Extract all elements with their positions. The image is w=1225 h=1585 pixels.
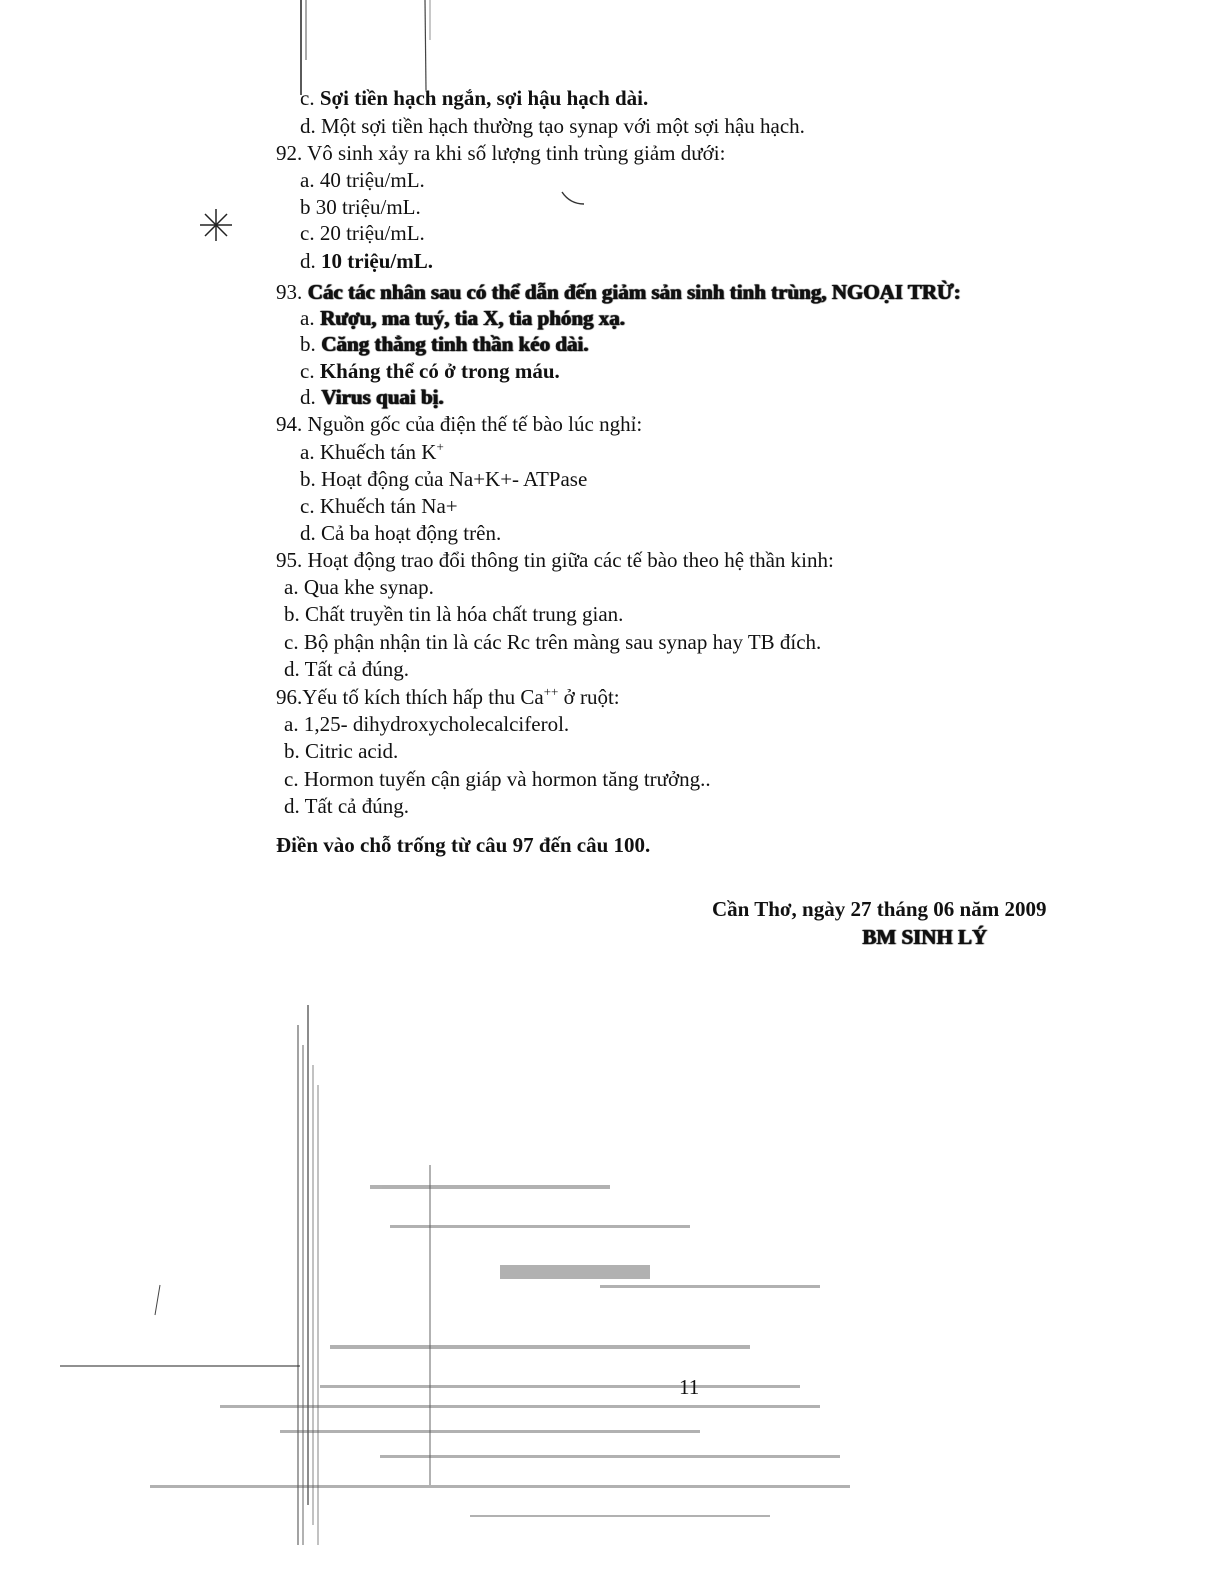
handwritten-star-mark	[196, 205, 236, 245]
option-text: Một sợi tiền hạch thường tạo synap với một sợi hậu hạch.	[321, 114, 805, 138]
option-95-a	[284, 575, 434, 599]
option-letter: d.	[284, 657, 300, 681]
option-letter: c.	[300, 221, 315, 245]
option-95-c	[284, 630, 821, 654]
option-text: 1,25- dihydroxycholecalciferol.	[303, 712, 570, 736]
option-letter: a.	[284, 575, 299, 599]
option-text: Rượu, ma tuý, tia X, tia phóng xạ.	[319, 306, 625, 330]
option-text: Chất truyền tin là hóa chất trung gian.	[305, 602, 624, 626]
option-text: 10 triệu/mL.	[321, 249, 433, 273]
option-91-c	[300, 86, 648, 110]
option-text: Kháng thể có ở trong máu.	[319, 359, 560, 383]
option-text: 20 triệu/mL.	[319, 221, 425, 245]
option-96-b	[284, 739, 398, 763]
option-93-b	[300, 332, 588, 356]
option-letter: c.	[284, 630, 299, 654]
option-letter: b.	[300, 332, 316, 356]
option-text: Qua khe synap.	[303, 575, 434, 599]
question-95	[276, 548, 834, 572]
option-93-c	[300, 359, 560, 383]
question-number: 94.	[276, 412, 303, 436]
option-text: 30 triệu/mL.	[315, 195, 421, 219]
superscript-plus-plus: ++	[543, 684, 559, 699]
option-letter: b.	[284, 739, 300, 763]
option-letter: b.	[284, 602, 300, 626]
option-letter: c.	[300, 494, 315, 518]
option-text: Bộ phận nhận tin là các Rc trên màng sau synap hay TB đích.	[303, 630, 822, 654]
option-letter: d.	[300, 521, 316, 545]
question-stem: Các tác nhân sau có thể dẫn đến giảm sản sinh tinh trùng, NGOẠI TRỪ:	[307, 280, 961, 304]
option-letter: a.	[300, 440, 315, 464]
signature-place-date: Cần Thơ, ngày 27 tháng 06 năm 2009	[712, 897, 1047, 921]
option-letter: a.	[300, 168, 315, 192]
option-96-c	[284, 767, 711, 791]
question-stem: Yếu tố kích thích hấp thu Ca	[302, 685, 544, 709]
page-number: 11	[679, 1375, 700, 1399]
option-96-a	[284, 712, 569, 736]
option-letter: d.	[300, 114, 316, 138]
option-93-a	[300, 306, 625, 330]
option-letter: d.	[284, 794, 300, 818]
option-94-c	[300, 494, 458, 518]
option-text: Căng thẳng tinh thần kéo dài.	[321, 332, 589, 356]
option-text: Cả ba hoạt động trên.	[321, 521, 502, 545]
option-92-a	[300, 168, 425, 192]
pen-stroke-mark	[560, 190, 590, 210]
question-94	[276, 412, 642, 436]
fill-in-instruction: Điền vào chỗ trống từ câu 97 đến câu 100.	[276, 833, 651, 857]
question-92	[276, 141, 725, 165]
question-number: 93.	[276, 280, 303, 304]
question-stem: Hoạt động trao đổi thông tin giữa các tế bào theo hệ thần kinh:	[307, 548, 834, 572]
option-text: Khuếch tán K	[319, 440, 437, 464]
option-text: Tất cả đúng.	[304, 657, 409, 681]
signature-department: BM SINH LÝ	[862, 925, 987, 949]
scan-artifact-bottom	[0, 985, 1225, 1585]
option-94-a	[300, 440, 444, 464]
option-92-d	[300, 249, 433, 273]
option-letter: d.	[300, 385, 316, 409]
option-text: Hoạt động của Na+K+- ATPase	[321, 467, 588, 491]
option-91-d	[300, 114, 805, 138]
option-92-c	[300, 221, 425, 245]
option-96-d	[284, 794, 409, 818]
question-number: 96.	[276, 685, 303, 709]
option-letter: d.	[300, 249, 316, 273]
option-letter: a.	[284, 712, 299, 736]
option-text: 40 triệu/mL.	[319, 168, 425, 192]
question-number: 92.	[276, 141, 303, 165]
option-letter: b.	[300, 467, 316, 491]
option-text: Tất cả đúng.	[304, 794, 409, 818]
option-94-d	[300, 521, 501, 545]
option-95-d	[284, 657, 409, 681]
option-text: Virus quai bị.	[321, 385, 444, 409]
option-letter: c.	[284, 767, 299, 791]
option-letter: b	[300, 195, 311, 219]
question-93	[276, 280, 960, 304]
question-stem: Vô sinh xảy ra khi số lượng tinh trùng giảm dưới:	[307, 141, 726, 165]
option-text: Hormon tuyến cận giáp và hormon tăng trưởng..	[303, 767, 711, 791]
option-94-b	[300, 467, 587, 491]
option-letter: c.	[300, 86, 315, 110]
question-number: 95.	[276, 548, 303, 572]
option-92-b	[300, 195, 421, 219]
superscript-plus: +	[436, 439, 444, 454]
option-letter: c.	[300, 359, 315, 383]
question-stem: Nguồn gốc của điện thế tế bào lúc nghỉ:	[307, 412, 643, 436]
option-letter: a.	[300, 306, 315, 330]
option-text: Citric acid.	[305, 739, 399, 763]
option-95-b	[284, 602, 623, 626]
question-stem-end: ở ruột:	[558, 685, 620, 709]
option-93-d	[300, 385, 443, 409]
option-text: Sợi tiền hạch ngắn, sợi hậu hạch dài.	[319, 86, 649, 110]
question-96	[276, 685, 620, 709]
option-text: Khuếch tán Na+	[319, 494, 458, 518]
